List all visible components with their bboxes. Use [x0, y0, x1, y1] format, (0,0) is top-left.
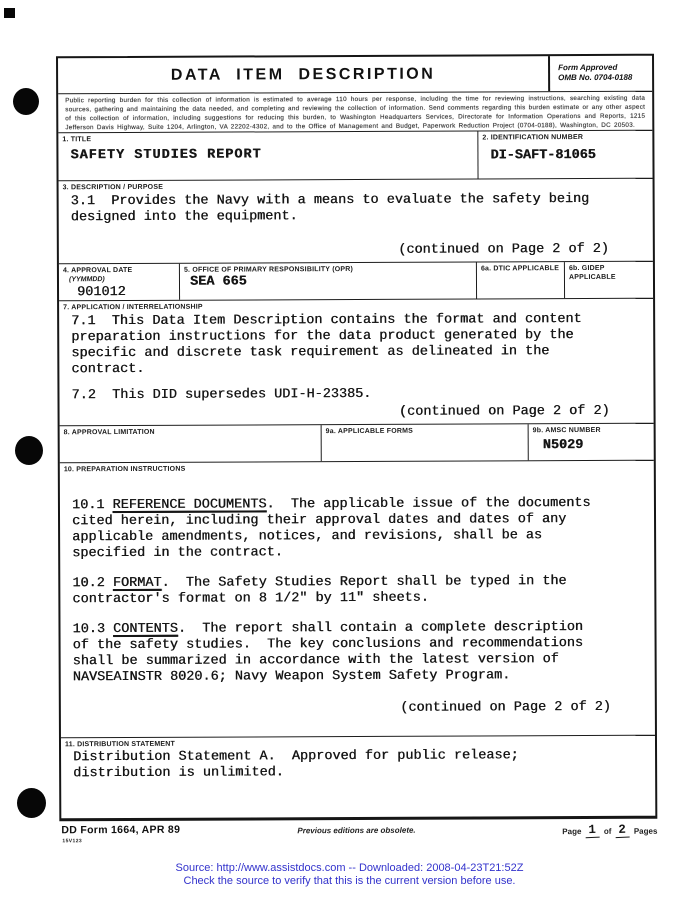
page-number: 1: [586, 823, 600, 839]
form-footer: [59, 821, 657, 850]
field-8-label: 8. APPROVAL LIMITATION: [63, 428, 155, 437]
paragraph-10-2: 10.2 FORMAT. The Safety Studies Report shall be typed in the contractor's format on 8 1/2" by 11" sheets.: [72, 574, 575, 608]
scanner-artifact-mark: [4, 8, 15, 18]
field-9a-label: 9a. APPLICABLE FORMS: [325, 427, 414, 436]
field-1-label: 1. TITLE: [62, 136, 92, 144]
field-4-approval-date: [59, 264, 179, 301]
field-9b-amsc-number: [528, 424, 654, 461]
field-2-label: 2. IDENTIFICATION NUMBER: [482, 134, 584, 142]
paragraph-10-1: 10.1 REFERENCE DOCUMENTS. The applicable issue of the documents cited herein, including their approval dates and dates of any applicable amendments, notices, and revisions, shall be as specified in the contract.: [71, 495, 599, 562]
field-7-label: 7. APPLICATION / INTERRELATIONSHIP: [63, 303, 203, 312]
source-note-line2: Check the source to verify that this is the current version before use.: [183, 874, 516, 887]
description-purpose-row: [59, 179, 653, 265]
form-header: [58, 56, 548, 93]
page-indicator: [562, 821, 657, 839]
field-6b-gidep-applicable: [564, 262, 653, 298]
paragraph-10-3: 10.3 CONTENTS. The report shall contain a complete description of the safety studies. The key conclusions and recommendations shall be summarized in accordance with the latest version of NAVSEAINSTR 8020.6; Navy Weapon System Safety Program.: [72, 619, 592, 686]
limitation-row: [60, 424, 654, 464]
page-word: Page: [562, 827, 582, 837]
field-3-description-purpose: [59, 179, 653, 264]
field-9a-applicable-forms: [321, 424, 528, 461]
dd-form-1664: [56, 54, 657, 822]
field-11-distribution-statement: [61, 736, 655, 819]
form-approved-line2: OMB No. 0704-0188: [558, 72, 633, 83]
preparation-instructions-row: [60, 461, 655, 739]
form-approved-box: [548, 56, 652, 91]
approval-row: [59, 262, 653, 302]
burden-statement: Public reporting burden for this collection of information is estimated to average 110 hours per response, including the time for reviewing instructions, searching existing data sources, gathering and maintaining the data needed, and completing and reviewing the collection of information. Send comments regarding this burden estimate or any other aspect of this collection of information, including suggestions for reducing this burden, to Washington Headquarters Services, Directorate for Information Operations and Reports, 1215 Jefferson Davis Highway, Suite 1204, Arlington, VA 22202-4302, and to the Office of Management and Budget, Paperwork Reduction Project (0704-0188), Washington, DC 20503.: [65, 94, 646, 131]
distribution-statement-row: [61, 736, 655, 819]
paragraph-3-1: 3.1 Provides the Navy with a means to evaluate the safety being designed into the equipment.: [70, 191, 598, 226]
field-10-label: 10. PREPARATION INSTRUCTIONS: [63, 465, 186, 474]
burden-statement-row: [58, 92, 652, 134]
field-4-sublabel: (YYMMDD): [68, 276, 105, 284]
form-header-title: DATA ITEM DESCRIPTION: [170, 65, 436, 84]
field-2-identification-number: [477, 131, 652, 179]
punch-hole-top: [13, 88, 39, 115]
field-6a-label: 6a. DTIC APPLICABLE: [480, 265, 560, 273]
field-5-value: SEA 665: [189, 274, 247, 290]
field-11-value: Distribution Statement A. Approved for public release; distribution is unlimited.: [73, 748, 527, 782]
field-9b-label: 9b. AMSC NUMBER: [532, 426, 601, 435]
field-8-approval-limitation: [60, 425, 321, 462]
field-4-value: 901012: [77, 285, 126, 301]
punch-hole-middle: [15, 436, 43, 465]
paragraph-7-1: 7.1 This Data Item Description contains the format and content preparation instructions for the data product generated by the specific and discrete task requirement as delineated in the contract.: [71, 311, 590, 378]
title-id-row: [58, 131, 652, 182]
application-row: [59, 299, 654, 427]
pages-word: Pages: [633, 826, 658, 836]
total-pages: 2: [616, 823, 630, 839]
field-6a-dtic-applicable: [476, 262, 564, 298]
field-5-opr: [179, 262, 476, 299]
field-3-label: 3. DESCRIPTION / PURPOSE: [62, 183, 164, 192]
field-1-value: SAFETY STUDIES REPORT: [70, 147, 262, 164]
field-11-label: 11. DISTRIBUTION STATEMENT: [64, 740, 175, 749]
of-word: of: [603, 826, 612, 836]
punch-hole-bottom: [17, 788, 46, 818]
field-5-label: 5. OFFICE OF PRIMARY RESPONSIBILITY (OPR): [183, 266, 354, 274]
form-print-code: 15V123: [62, 838, 83, 845]
field-6b-label: 6b. GIDEP APPLICABLE: [568, 264, 616, 282]
source-note-line1: Source: http://www.assistdocs.com -- Downloaded: 2008-04-23T21:52Z: [175, 862, 524, 874]
form-header-row: [58, 56, 652, 95]
obsolete-note: Previous editions are obsolete.: [297, 825, 416, 836]
paragraph-7-2: 7.2 This DID supersedes UDI-H-23385.: [71, 386, 372, 404]
field-7-application: [59, 299, 654, 426]
continued-note-7: (continued on Page 2 of 2): [398, 403, 610, 420]
dd-form-1664-scan: [56, 54, 657, 850]
field-2-value: DI-SAFT-81065: [490, 147, 596, 164]
field-1-title: [58, 131, 477, 180]
field-4-label: 4. APPROVAL DATE: [62, 266, 133, 275]
source-note: [0, 862, 699, 887]
continued-note-10: (continued on Page 2 of 2): [400, 699, 611, 716]
field-10-preparation-instructions: [60, 461, 655, 738]
field-9b-value: N5029: [542, 438, 584, 454]
continued-note-3: (continued on Page 2 of 2): [398, 241, 609, 258]
form-approved-line1: Form Approved: [558, 62, 618, 73]
form-number: DD Form 1664, APR 89: [61, 823, 181, 837]
